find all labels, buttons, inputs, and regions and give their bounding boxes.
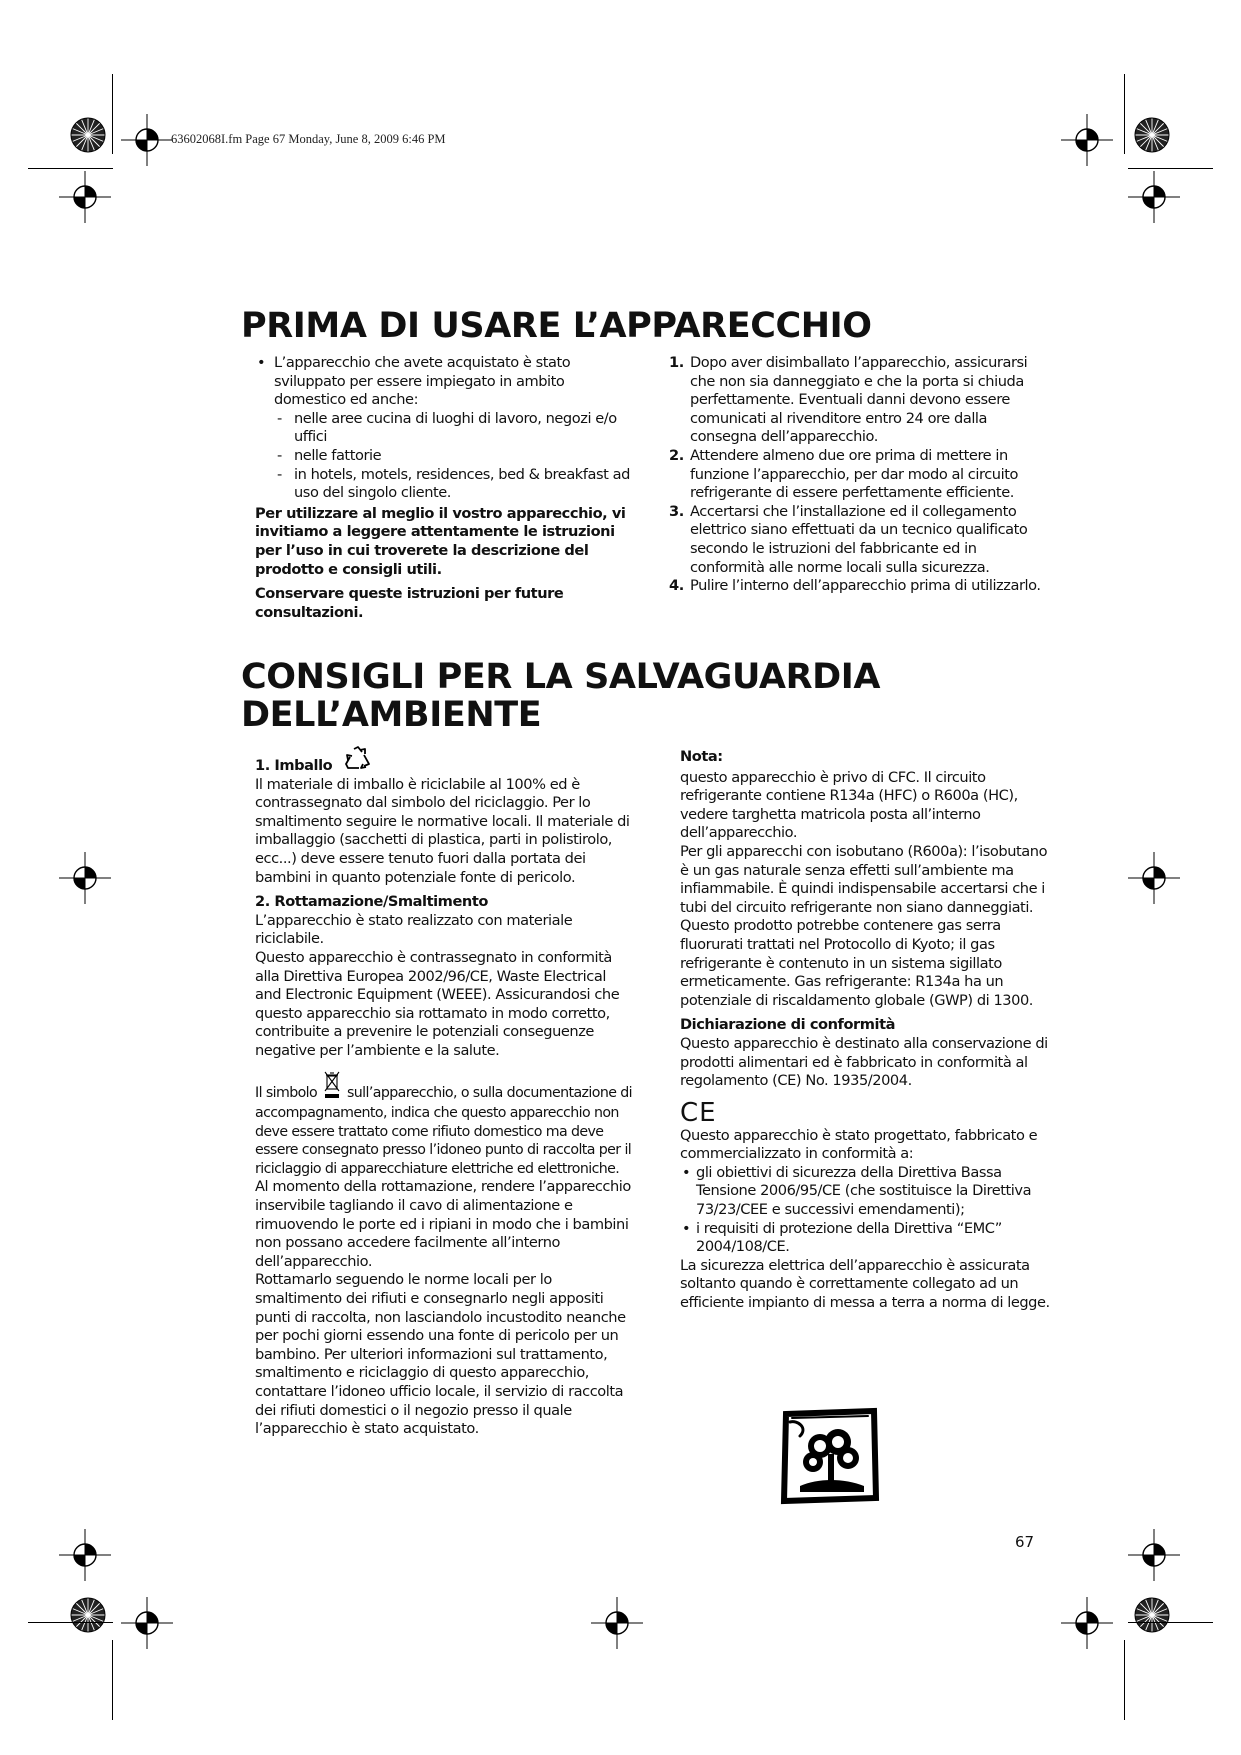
rottamazione-text: Rottamarlo seguendo le norme locali per lo smaltimento dei rifiuti e consegnarlo negli appositi punti di raccolta, non lasciandolo incustodito neanche per pochi giorni essendo una fonte di pericolo per un bambino. Per ulteriori informazioni sul trattamento, smaltimento e riciclaggio di questo apparecchio, contattare l’idoneo ufficio locale, il servizio di raccolta dei rifiuti domestici o il negozio presso il quale l’apparecchio è stato acquistato. — [255, 1271, 626, 1438]
conformita-text: Questo apparecchio è destinato alla conservazione di prodotti alimentari ed è fabbricato in conformità al regolamento (CE) No. 1935/2004. — [680, 1034, 1048, 1090]
step-text: Accertarsi che l’installazione ed il collegamento elettrico siano effettuati da un tecnico qualificato secondo le istruzioni del fabbricante ed in conformità alle norme locali sulla sicurezza. — [690, 502, 1028, 576]
radial-target-icon — [68, 115, 108, 155]
nota-text: Per gli apparecchi con isobutano (R600a): l’isobutano è un gas naturale senza effetti sull’ambiente ma infiammabile. È quindi indispensabile accertarsi che i tubi del circuito refrigerante non siano danneggiati. — [680, 842, 1048, 916]
crop-line — [112, 74, 113, 154]
registration-mark-icon — [55, 1525, 115, 1585]
registration-mark-icon — [1124, 848, 1184, 908]
list-item: - nelle fattorie — [274, 447, 633, 466]
ce-mark-icon: CE — [680, 1097, 717, 1128]
crop-line — [28, 168, 113, 169]
tree-logo-icon — [778, 1406, 882, 1510]
radial-target-icon — [1132, 115, 1172, 155]
step-text: Pulire l’interno dell’apparecchio prima di utilizzarlo. — [690, 577, 1041, 595]
step-number: 4. — [669, 577, 684, 595]
page-number: 67 — [1015, 1533, 1035, 1551]
list-item — [669, 354, 1050, 447]
list-item: - in hotels, motels, residences, bed & breakfast ad uso del singolo cliente. — [274, 466, 633, 503]
imballo-heading — [255, 746, 633, 776]
registration-mark-icon — [1057, 1593, 1117, 1653]
progettato-text: Questo apparecchio è stato progettato, fabbricato e commercializzato in conformità a: — [680, 1126, 1038, 1163]
rottamazione-text: L’apparecchio è stato realizzato con materiale riciclabile. — [255, 911, 573, 948]
registration-mark-icon — [587, 1593, 647, 1653]
step-number: 2. — [669, 446, 684, 464]
imballo-text: Il materiale di imballo è riciclabile al 100% ed è contrassegnato dal simbolo del riciclaggio. Per lo smaltimento seguire le normative locali. Il materiale di imballaggio (sacchetti di plastica, parti in polistirolo, ecc...) deve essere tenuto fuori dalla portata dei bambini in quanto potenziale fonte di pericolo. — [255, 775, 630, 886]
nota-title: Nota: — [680, 748, 723, 765]
rottamazione-text: Al momento della rottamazione, rendere l’apparecchio inservibile tagliando il cavo di alimentazione e rimuovendo le porte ed i ripiani in modo che i bambini non possano accedere facilmente all’interno dell’apparecchio. — [255, 1178, 631, 1270]
crop-line — [1124, 74, 1125, 154]
print-header: 63602068I.fm Page 67 Monday, June 8, 2009 6:46 PM — [171, 132, 446, 146]
registration-mark-icon — [117, 110, 177, 170]
section2-right-column — [680, 748, 1050, 1313]
conformita-bullets — [680, 1164, 1050, 1257]
list-item — [669, 577, 1050, 596]
registration-mark-icon — [1124, 1525, 1184, 1585]
radial-target-icon — [68, 1595, 108, 1635]
crossed-bin-icon — [324, 1071, 340, 1105]
step-number: 3. — [669, 502, 684, 520]
registration-mark-icon — [55, 167, 115, 227]
list-item: • i requisiti di protezione della Direttiva “EMC” 2004/108/CE. — [680, 1220, 1050, 1257]
step-number: 1. — [669, 354, 684, 371]
section2-left-column — [255, 746, 633, 1439]
steps-list — [669, 354, 1050, 596]
section-title-line: CONSIGLI PER LA SALVAGUARDIA — [241, 657, 881, 697]
conformita-title: Dichiarazione di conformità — [680, 1016, 895, 1034]
usage-sub-list — [274, 410, 633, 503]
section-title-prima: PRIMA DI USARE L’APPARECCHIO — [241, 306, 872, 346]
rottamazione-text: Questo apparecchio è contrassegnato in conformità alla Direttiva Europea 2002/96/CE, Waste Electrical and Electronic Equipment (WEEE). Assicurandosi che questo apparecchio sia rottamato in modo corretto, contribuite a prevenire le potenziali conseguenze negative per l’ambiente e la salute. — [255, 948, 620, 1059]
crop-line — [1128, 168, 1213, 169]
section-title-consigli — [241, 658, 880, 734]
radial-target-icon — [1132, 1595, 1172, 1635]
list-item — [669, 502, 1050, 577]
list-item: - nelle aree cucina di luoghi di lavoro, negozi e/o uffici — [274, 410, 633, 447]
usage-bullet-text: L’apparecchio che avete acquistato è stato sviluppato per essere impiegato in ambito domestico ed anche: — [274, 354, 571, 409]
weee-paragraph — [255, 1071, 633, 1179]
bold-note-instructions: Per utilizzare al meglio il vostro apparecchio, vi invitiamo a leggere attentamente le istruzioni per l’uso in cui troverete la descrizione del prodotto e consigli utili. — [255, 504, 626, 578]
bold-note-keep-instructions: Conservare queste istruzioni per future consultazioni. — [255, 585, 564, 621]
crop-line — [1124, 1640, 1125, 1720]
usage-bullet-list — [255, 354, 633, 503]
registration-mark-icon — [1124, 167, 1184, 227]
sicurezza-text: La sicurezza elettrica dell’apparecchio è assicurata soltanto quando è correttamente collegato ad un efficiente impianto di messa a terra a norma di legge. — [680, 1256, 1050, 1312]
nota-text: questo apparecchio è privo di CFC. Il circuito refrigerante contiene R134a (HFC) o R600a (HC), vedere targhetta matricola posta all’interno dell’apparecchio. — [680, 768, 1018, 842]
list-item — [669, 446, 1050, 503]
list-item: • gli obiettivi di sicurezza della Direttiva Bassa Tensione 2006/95/CE (che sostituisce la Direttiva 73/23/CEE e successivi emendamenti); — [680, 1164, 1050, 1220]
registration-mark-icon — [1057, 110, 1117, 170]
section1-left-column — [255, 354, 633, 622]
weee-text-before: Il simbolo — [255, 1084, 318, 1101]
crop-line — [28, 1622, 113, 1623]
step-text: Attendere almeno due ore prima di mettere in funzione l’apparecchio, per dar modo al circuito refrigerante di essere perfettamente efficiente. — [690, 446, 1018, 502]
nota-text: Questo prodotto potrebbe contenere gas serra fluorurati trattati nel Protocollo di Kyoto; il gas refrigerante è contenuto in un sistema sigillato ermeticamente. Gas refrigerante: R134a ha un potenziale di riscaldamento globale (GWP) di 1300. — [680, 917, 1033, 1009]
registration-mark-icon — [55, 848, 115, 908]
section1-right-column — [669, 354, 1050, 596]
weee-text-after: sull’apparecchio, o sulla documentazione di accompagnamento, indica che questo apparecchio non deve essere trattato come rifiuto domestico ma deve essere consegnato presso l’idoneo punto di raccolta per il riciclaggio di apparecchiature elettriche ed elettroniche. — [255, 1084, 632, 1177]
crop-line — [112, 1640, 113, 1720]
imballo-title: 1. Imballo — [255, 757, 333, 774]
section-title-line: DELL’AMBIENTE — [241, 695, 542, 735]
list-item — [255, 354, 633, 503]
rottamazione-title: 2. Rottamazione/Smaltimento — [255, 893, 488, 911]
recycle-icon — [344, 746, 372, 776]
registration-mark-icon — [117, 1593, 177, 1653]
step-text: Dopo aver disimballato l’apparecchio, assicurarsi che non sia danneggiato e che la porta si chiuda perfettamente. Eventuali danni devono essere comunicati al rivenditore entro 24 ore dalla consegna dell’apparecchio. — [690, 354, 1028, 446]
crop-line — [1128, 1622, 1213, 1623]
